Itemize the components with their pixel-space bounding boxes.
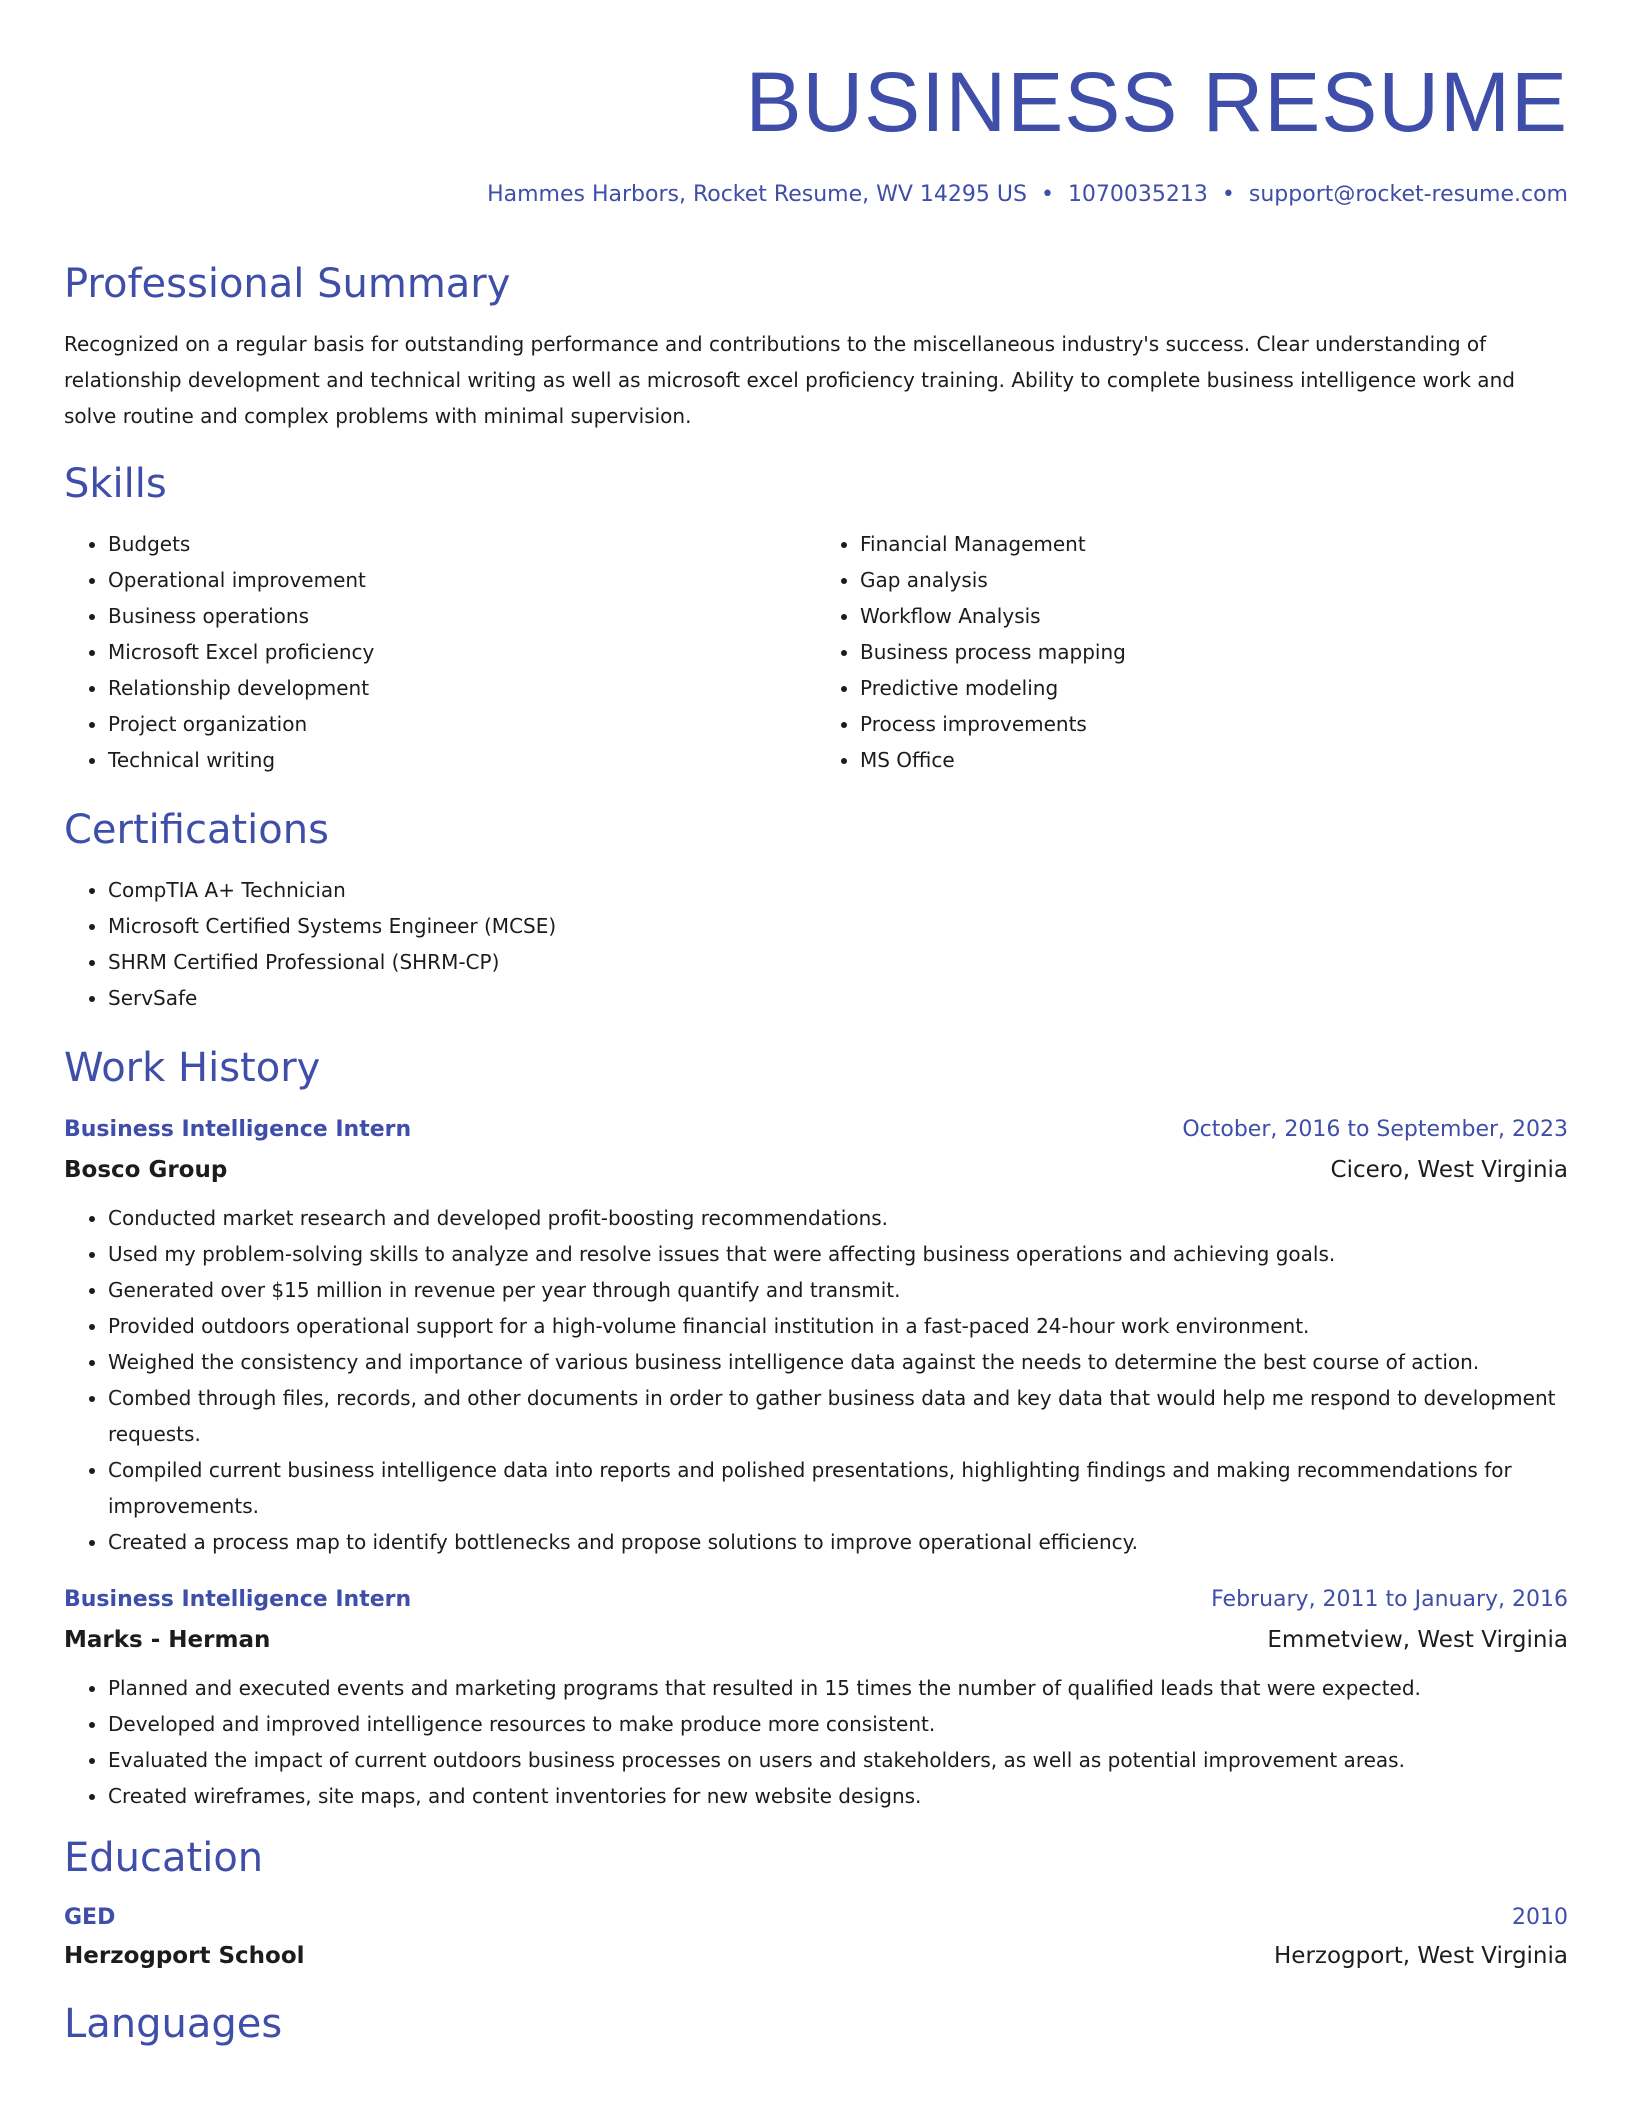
list-item: • Budgets — [108, 526, 816, 562]
job-dates: February, 2011 to January, 2016 — [1211, 1587, 1568, 1612]
list-item: • Predictive modeling — [860, 670, 1568, 706]
contact-line — [487, 180, 1568, 210]
job-location: Emmetview, West Virginia — [1267, 1627, 1568, 1653]
list-item: • Generated over $15 million in revenue per year through quantify and transmit. — [108, 1272, 1568, 1308]
education-header — [64, 1900, 1568, 1936]
list-item: • Conducted market research and developed profit-boosting recommendations. — [108, 1200, 1568, 1236]
skills-list — [64, 526, 1568, 778]
list-item: • Weighed the consistency and importance of various business intelligence data against the needs to determine the best course of action. — [108, 1344, 1568, 1380]
job-entry — [64, 1110, 1568, 1560]
list-item: • Business process mapping — [860, 634, 1568, 670]
resume-content — [64, 260, 1568, 2066]
list-item: • Created a process map to identify bottlenecks and propose solutions to improve operational efficiency. — [108, 1524, 1568, 1560]
job-bullets — [64, 1670, 1568, 1814]
list-item: • Provided outdoors operational support for a high-volume financial institution in a fast-paced 24-hour work environment. — [108, 1308, 1568, 1344]
resume-name: BUSINESS RESUME — [745, 55, 1568, 149]
job-company: Bosco Group — [64, 1157, 228, 1183]
summary-heading: Professional Summary — [64, 261, 511, 307]
list-item: • Used my problem-solving skills to analyze and resolve issues that were affecting business operations and achieving goals. — [108, 1236, 1568, 1272]
list-item: • Microsoft Certified Systems Engineer (MCSE) — [108, 908, 1568, 944]
job-dates: October, 2016 to September, 2023 — [1182, 1117, 1568, 1142]
list-item: • Relationship development — [108, 670, 816, 706]
list-item: • CompTIA A+ Technician — [108, 872, 1568, 908]
education-subheader — [64, 1936, 1568, 1976]
separator-dot: • — [1221, 182, 1235, 207]
list-item: • Developed and improved intelligence resources to make produce more consistent. — [108, 1706, 1568, 1742]
list-item: • Created wireframes, site maps, and content inventories for new website designs. — [108, 1778, 1568, 1814]
job-header — [64, 1580, 1568, 1620]
education-year: 2010 — [1512, 1905, 1568, 1930]
skills-column-left — [64, 526, 816, 778]
list-item: • SHRM Certified Professional (SHRM-CP) — [108, 944, 1568, 980]
list-item: • Technical writing — [108, 742, 816, 778]
education-degree: GED — [64, 1905, 116, 1930]
certifications-heading: Certifications — [64, 807, 329, 853]
list-item: • Compiled current business intelligence data into reports and polished presentations, highlighting findings and making recommendations for improvements. — [108, 1452, 1568, 1524]
job-header — [64, 1110, 1568, 1150]
contact-email[interactable]: support@rocket-resume.com — [1248, 182, 1568, 207]
languages-heading: Languages — [64, 2001, 283, 2047]
contact-address: Hammes Harbors, Rocket Resume, WV 14295 US — [487, 182, 1027, 207]
separator-dot: • — [1040, 182, 1054, 207]
education-heading: Education — [64, 1835, 264, 1881]
education-entry — [64, 1900, 1568, 1976]
list-item: • Process improvements — [860, 706, 1568, 742]
contact-phone: 1070035213 — [1067, 182, 1208, 207]
list-item: • Project organization — [108, 706, 816, 742]
list-item: • Planned and executed events and marketing programs that resulted in 15 times the number of qualified leads that were expected. — [108, 1670, 1568, 1706]
job-location: Cicero, West Virginia — [1330, 1157, 1568, 1183]
work-history-heading: Work History — [64, 1045, 321, 1091]
list-item: • Evaluated the impact of current outdoors business processes on users and stakeholders, as well as potential improvement areas. — [108, 1742, 1568, 1778]
job-title: Business Intelligence Intern — [64, 1587, 412, 1612]
job-bullets — [64, 1200, 1568, 1560]
list-item: • Financial Management — [860, 526, 1568, 562]
summary-text: Recognized on a regular basis for outstanding performance and contributions to the miscellaneous industry's success. Clear understanding of relationship development and technical writing as well as microsoft excel proficiency training. Ability to complete business intelligence work and solve routine and complex problems with minimal supervision. — [64, 332, 1515, 428]
skills-column-right — [816, 526, 1568, 778]
job-company: Marks - Herman — [64, 1627, 271, 1653]
job-entry — [64, 1580, 1568, 1814]
job-subheader — [64, 1150, 1568, 1190]
education-school: Herzogport School — [64, 1943, 305, 1969]
list-item: • Gap analysis — [860, 562, 1568, 598]
list-item: • Business operations — [108, 598, 816, 634]
list-item: • Combed through files, records, and other documents in order to gather business data and key data that would help me respond to development requests. — [108, 1380, 1568, 1452]
education-location: Herzogport, West Virginia — [1274, 1943, 1568, 1969]
skills-heading: Skills — [64, 461, 167, 507]
job-subheader — [64, 1620, 1568, 1660]
certifications-list — [64, 872, 1568, 1016]
list-item: • ServSafe — [108, 980, 1568, 1016]
list-item: • MS Office — [860, 742, 1568, 778]
list-item: • Operational improvement — [108, 562, 816, 598]
job-title: Business Intelligence Intern — [64, 1117, 412, 1142]
list-item: • Microsoft Excel proficiency — [108, 634, 816, 670]
list-item: • Workflow Analysis — [860, 598, 1568, 634]
